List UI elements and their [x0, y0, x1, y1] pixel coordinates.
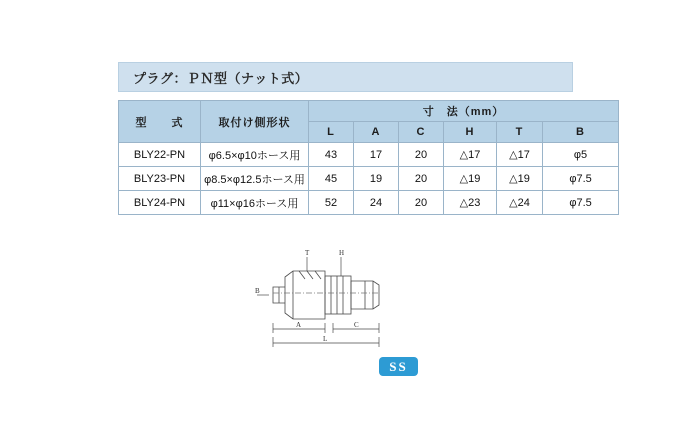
- cell-dim-h: △17: [444, 143, 497, 167]
- cell-dim-c: 20: [399, 191, 444, 215]
- spec-table-container: [118, 100, 592, 215]
- dim-label-h: H: [339, 249, 345, 257]
- spec-table-body: [119, 143, 619, 215]
- cell-dim-t: △24: [497, 191, 543, 215]
- cell-shape: φ8.5×φ12.5ホース用: [201, 167, 309, 191]
- product-drawing: [255, 243, 445, 353]
- dim-label-l: L: [323, 335, 328, 343]
- cell-model: BLY22-PN: [119, 143, 201, 167]
- header-dim-h: H: [444, 122, 497, 143]
- header-model: 型 式: [119, 101, 201, 143]
- status-badge: [379, 357, 418, 376]
- page-title: プラグ：ＰＮ型（ナット式）: [133, 70, 309, 86]
- header-dim-b: B: [543, 122, 619, 143]
- mid-body: [325, 276, 351, 314]
- spec-table: [118, 100, 619, 215]
- cell-dim-l: 45: [309, 167, 354, 191]
- cell-dim-l: 43: [309, 143, 354, 167]
- cell-dim-t: △17: [497, 143, 543, 167]
- header-dim-t: T: [497, 122, 543, 143]
- status-badge-label: SS: [389, 358, 408, 374]
- detail-hatch-3: [315, 271, 321, 279]
- table-header-row-1: [119, 101, 619, 122]
- cell-dim-b: φ7.5: [543, 191, 619, 215]
- cell-dim-h: △23: [444, 191, 497, 215]
- header-shape: 取付け側形状: [201, 101, 309, 143]
- cell-model: BLY23-PN: [119, 167, 201, 191]
- dim-label-t: T: [305, 249, 310, 257]
- detail-hatch-2: [307, 271, 313, 279]
- detail-hatch-1: [299, 271, 305, 279]
- cell-dim-b: φ5: [543, 143, 619, 167]
- spec-table-head: [119, 101, 619, 143]
- cell-dim-c: 20: [399, 143, 444, 167]
- cell-dim-t: △19: [497, 167, 543, 191]
- cell-dim-h: △19: [444, 167, 497, 191]
- nut-outline: [285, 271, 325, 319]
- dim-label-a: A: [296, 321, 302, 329]
- cell-shape: φ6.5×φ10ホース用: [201, 143, 309, 167]
- cell-dim-c: 20: [399, 167, 444, 191]
- plug-cross-section-diagram: [255, 243, 445, 353]
- table-row: [119, 143, 619, 167]
- table-row: [119, 191, 619, 215]
- header-dim-a: A: [354, 122, 399, 143]
- cell-dim-a: 17: [354, 143, 399, 167]
- dim-label-c: C: [354, 321, 359, 329]
- header-dim-l: L: [309, 122, 354, 143]
- cell-dim-a: 19: [354, 167, 399, 191]
- cell-model: BLY24-PN: [119, 191, 201, 215]
- table-row: [119, 167, 619, 191]
- cell-dim-a: 24: [354, 191, 399, 215]
- header-dimensions-group: 寸 法（mm）: [309, 101, 619, 122]
- cell-shape: φ11×φ16ホース用: [201, 191, 309, 215]
- cell-dim-b: φ7.5: [543, 167, 619, 191]
- cell-dim-l: 52: [309, 191, 354, 215]
- header-dim-c: C: [399, 122, 444, 143]
- dim-label-b: B: [255, 287, 260, 295]
- section-title-bar: [118, 62, 573, 92]
